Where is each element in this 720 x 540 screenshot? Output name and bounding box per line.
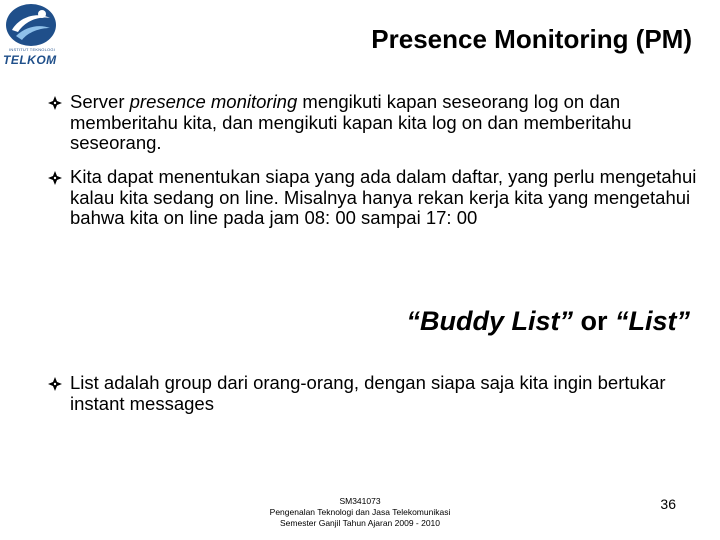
slide-title: Presence Monitoring (PM) — [371, 24, 692, 54]
telkom-logo — [0, 0, 62, 70]
subheading-list: “List” — [614, 306, 690, 336]
bullet-text-italic: presence monitoring — [129, 91, 298, 112]
footer-semester: Semester Ganjil Tahun Ajaran 2009 - 2010 — [279, 518, 441, 528]
footer-course-name: Pengenalan Teknologi dan Jasa Telekomunikasi — [269, 507, 451, 517]
subheading-buddy-list: “Buddy List” — [406, 306, 573, 336]
telkom-swirl-icon — [4, 2, 58, 48]
footer-course-code: SM341073 — [339, 496, 381, 506]
bullet-text — [48, 167, 708, 229]
page-number: 36 — [660, 496, 676, 512]
bullet-text-part: Server — [70, 91, 130, 112]
bullet-item — [48, 92, 708, 154]
footer — [240, 496, 480, 529]
subheading-or: or — [572, 306, 615, 336]
bullet-text-part: Kita dapat menentukan siapa yang ada dalam daftar, yang perlu mengetahui kalau kita sedang on line. Misalnya hanya rekan kerja kita yang mengetahui bahwa kita on line pada jam 08: 00 sampai 17: 00 — [70, 166, 697, 228]
subheading — [406, 306, 690, 337]
logo-brand-text: TELKOM — [3, 53, 57, 67]
bullet-text-part: mengikuti kapan seseorang log on dan memberitahu kita, dan mengikuti kapan kita log on dan memberitahu seseorang. — [70, 91, 632, 153]
bullet-text-part: List adalah group dari orang-orang, dengan siapa saja kita ingin bertukar instant messages — [70, 372, 666, 414]
bullet-item — [48, 167, 708, 229]
bullet-item — [48, 373, 708, 414]
diamond-bullet-icon — [48, 96, 62, 110]
diamond-bullet-icon — [48, 377, 62, 391]
bullet-text — [48, 373, 670, 414]
bullet-text — [48, 92, 708, 154]
diamond-bullet-icon — [48, 171, 62, 185]
logo-institute-text: INSTITUT TEKNOLOGI — [9, 47, 55, 52]
